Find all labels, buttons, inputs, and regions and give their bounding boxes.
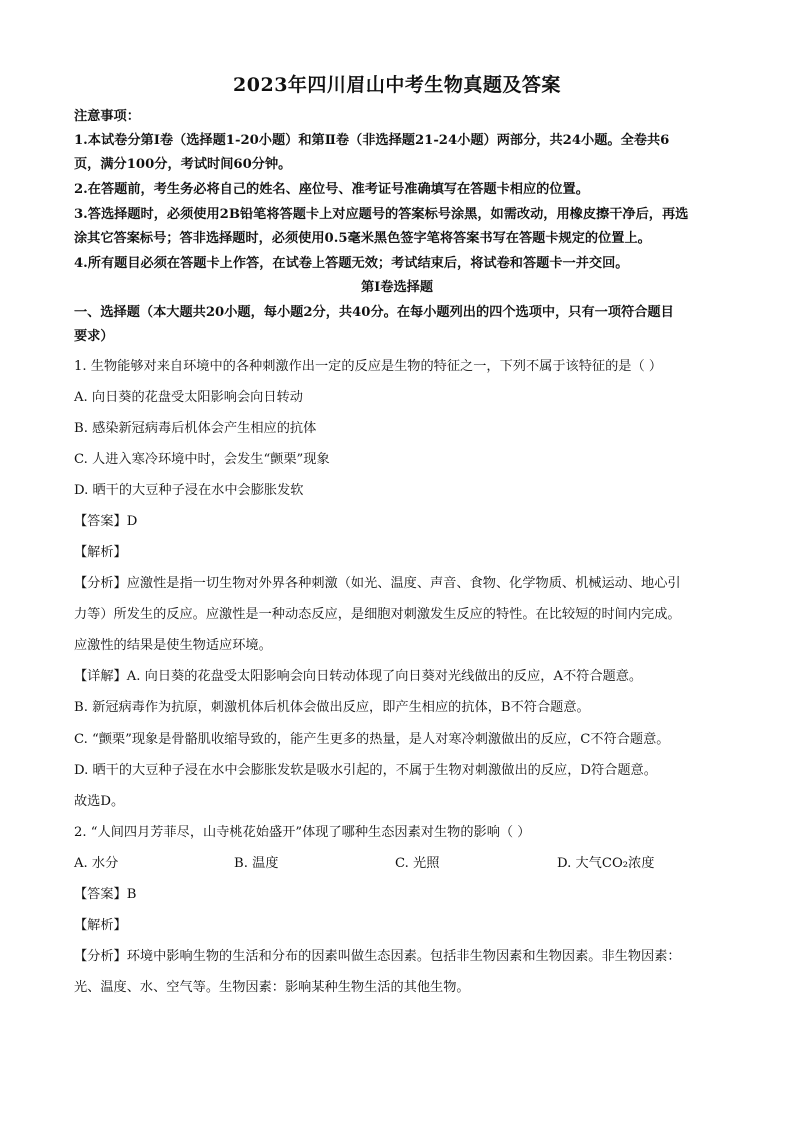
analysis-line: 光、温度、水、空气等。生物因素：影响某种生物生活的其他生物。	[74, 980, 470, 995]
notice-heading: 注意事项：	[74, 109, 140, 124]
section-title: 第Ⅰ卷选择题	[360, 280, 434, 295]
notice-line: 页，满分100分，考试时间60分钟。	[74, 157, 292, 172]
question-stem: 2. “人间四月芳菲尽，山寺桃花始盛开”体现了哪种生态因素对生物的影响（ ）	[74, 825, 531, 840]
analysis-line: 【分析】环境中影响生物的生活和分布的因素叫做生态因素。包括非生物因素和生物因素。非生物因素：	[74, 949, 681, 964]
option-a: A. 水分	[74, 856, 119, 871]
question-stem: 1. 生物能够对来自环境中的各种刺激作出一定的反应是生物的特征之一，下列不属于该特征的是（ ）	[74, 359, 663, 374]
notice-line: 2.在答题前，考生务必将自己的姓名、座位号、准考证号准确填写在答题卡相应的位置。	[74, 182, 589, 197]
detail-line: B. 新冠病毒作为抗原，刺激机体后机体会做出反应，即产生相应的抗体，B不符合题意。	[74, 700, 590, 715]
page-title: 2023年四川眉山中考生物真题及答案	[233, 74, 561, 96]
notice-line: 4.所有题目必须在答题卡上作答，在试卷上答题无效；考试结束后，将试卷和答题卡一并交回。	[74, 256, 629, 271]
option-c: C. 人进入寒冷环境中时，会发生“颤栗”现象	[74, 452, 330, 467]
detail-line: C. “颤栗”现象是骨骼肌收缩导致的，能产生更多的热量，是人对寒冷刺激做出的反应，C不符合题意。	[74, 732, 670, 747]
analysis-heading: 【解析】	[74, 545, 127, 560]
part-heading: 一、选择题（本大题共20小题，每小题2分，共40分。在每小题列出的四个选项中，只有一项符合题目	[74, 305, 674, 320]
analysis-line: 应激性的结果是使生物适应环境。	[74, 638, 272, 653]
detail-line: D. 晒干的大豆种子浸在水中会膨胀发软是吸水引起的，不属于生物对刺激做出的反应，D符合题意。	[74, 763, 657, 778]
option-d: D. 晒干的大豆种子浸在水中会膨胀发软	[74, 483, 304, 498]
analysis-heading: 【解析】	[74, 918, 127, 933]
answer-line: 【答案】B	[74, 887, 137, 902]
option-d: D. 大气CO₂浓度	[557, 856, 655, 871]
notice-line: 3.答选择题时，必须使用2B铅笔将答题卡上对应题号的答案标号涂黑，如需改动，用橡皮擦干净后，再选	[74, 207, 689, 222]
analysis-line: 力等）所发生的反应。应激性是一种动态反应，是细胞对刺激发生反应的特性。在比较短的时间内完成。	[74, 607, 681, 622]
conclusion-line: 故选D。	[74, 794, 125, 809]
notice-line: 1.本试卷分第Ⅰ卷（选择题1-20小题）和第Ⅱ卷（非选择题21-24小题）两部分，共24小题。全卷共6	[74, 133, 670, 148]
notice-line: 涂其它答案标号；答非选择题时，必须使用0.5毫米黑色签字笔将答案书写在答题卡规定的位置上。	[74, 231, 651, 246]
detail-line: 【详解】A. 向日葵的花盘受太阳影响会向日转动体现了向日葵对光线做出的反应，A不符合题意。	[74, 669, 643, 684]
analysis-line: 【分析】应激性是指一切生物对外界各种刺激（如光、温度、声音、食物、化学物质、机械运动、地心引	[74, 576, 681, 591]
option-c: C. 光照	[395, 856, 440, 871]
option-a: A. 向日葵的花盘受太阳影响会向日转动	[74, 390, 303, 405]
option-b: B. 温度	[234, 856, 279, 871]
answer-line: 【答案】D	[74, 514, 138, 529]
option-b: B. 感染新冠病毒后机体会产生相应的抗体	[74, 421, 317, 436]
part-heading: 要求）	[74, 329, 114, 344]
